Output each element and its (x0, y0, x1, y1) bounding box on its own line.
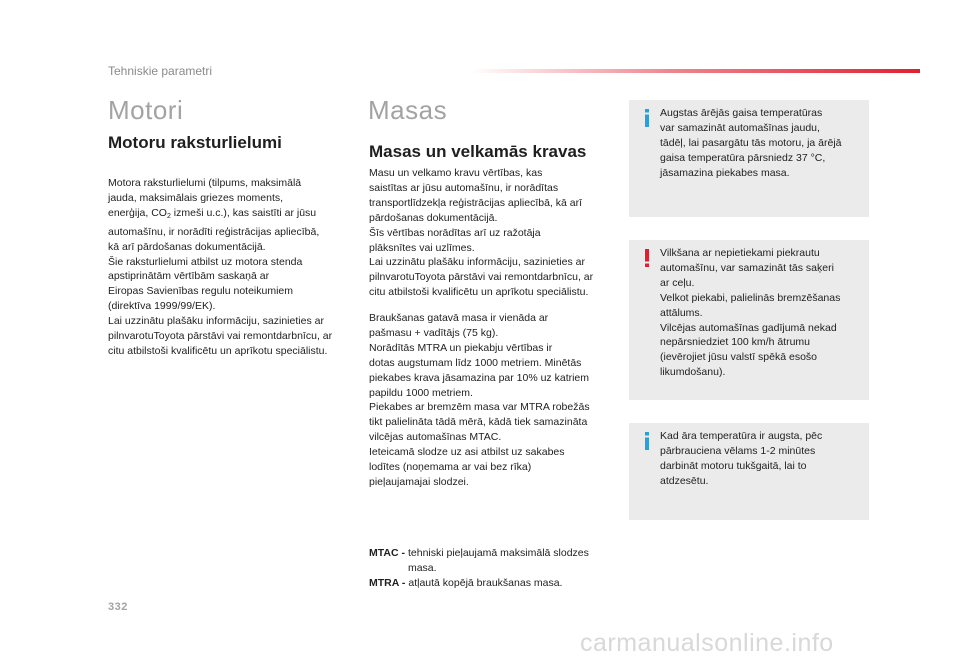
definition-term: MTRA - (369, 577, 406, 589)
section-header: Tehniskie parametri (108, 64, 213, 78)
engine-characteristics-text (108, 176, 358, 359)
header-accent-bar (470, 69, 920, 73)
engine-text-part-1: Motora raksturlielumi (tilpums, maksimālā jauda, maksimālais griezes moments, enerģija, CO (108, 177, 302, 219)
masses-title: Masas (368, 95, 448, 125)
definition-mtra (369, 576, 619, 591)
note-text: Kad āra temperatūra ir augsta, pēc pārbrauciena vēlams 1-2 minūtes darbināt motoru tukšgaitā, lai to atdzesētu. (660, 430, 823, 487)
masses-towed-loads-heading: Masas un velkamās kravas (369, 142, 587, 161)
watermark: carmanualsonline.info (580, 629, 834, 657)
abbreviation-definitions (369, 546, 619, 591)
definition-term: MTAC - (369, 547, 405, 559)
warning-note-towing (629, 240, 869, 400)
engine-characteristics-heading: Motoru raksturlielumi (108, 133, 282, 152)
note-text: Vilkšana ar nepietiekami piekrautu automašīnu, var samazināt tās saķeri ar ceļu. Velkot piekabi, palielinās bremzēšanas attālums. Vilcējas automašīnas gadījumā nekad nepārsniedziet 100 km/h ātrumu (ievērojiet jūsu valstī spēkā esošo likumdošanu). (660, 247, 841, 379)
definition-mtac (369, 546, 619, 576)
definition-description: tehniski pieļaujamā maksimālā slodzes masa. (407, 547, 589, 574)
info-note-cooling (629, 423, 869, 520)
masses-paragraph-1: Masu un velkamo kravu vērtības, kas saistītas ar jūsu automašīnu, ir norādītas transportlīdzekļa reģistrācijas apliecībā, kā arī pārdošanas dokumentācijā. Šīs vērtības norādītas arī uz ražotāja plāksnītes vai uzlīmes. Lai uzzinātu plašāku informāciju, sazinieties ar pilnvarotuToyota pārstāvi vai remontdarbnīcu, ar citu atbilstoši kvalificētu un aprīkotu speciālistu. (369, 167, 594, 299)
page-number: 332 (108, 601, 128, 613)
engine-text-part-2: izmeši u.c.), kas saistīti ar jūsu automašīnu, ir norādīti reģistrācijas apliecībā, kā arī pārdošanas dokumentācijā. Šie raksturlielumi atbilst uz motora stenda apstiprinātām vērtībām saskaņā ar Eiropas Savienības regulu noteikumiem (direktīva 1999/99/EK). Lai uzzinātu plašāku informāciju, sazinieties ar pilnvarotuToyota pārstāvi vai remontdarbnīcu, ar citu atbilstoši kvalificētu un aprīkotu speciālistu. (108, 206, 333, 357)
definition-description: atļautā kopējā braukšanas masa. (408, 577, 563, 589)
masses-paragraph-2: Braukšanas gatavā masa ir vienāda ar pašmasu + vadītājs (75 kg). Norādītās MTRA un piekabju vērtības ir dotas augstumam līdz 1000 metriem. Minētās piekabes krava jāsamazina par 10% uz katriem papildu 1000 metriem. Piekabes ar bremzēm masa var MTRA robežās tikt palielināta tādā mērā, kādā tiek samazināta vilcējas automašīnas MTAC. Ieteicamā slodze uz asi atbilst uz sakabes lodītes (noņemama ar vai bez rīka) pieļaujamajai slodzei. (369, 312, 590, 488)
co2-subscript: 2 (166, 212, 171, 220)
warning-icon (641, 249, 653, 267)
info-icon (641, 109, 653, 127)
info-icon (641, 432, 653, 450)
engines-title: Motori (108, 95, 184, 125)
note-text: Augstas ārējās gaisa temperatūras var samazināt automašīnas jaudu, tādēļ, lai pasargātu tās motoru, ja ārējā gaisa temperatūra pārsniedz 37 °C, jāsamazina piekabes masa. (660, 107, 842, 179)
info-note-temperature (629, 100, 869, 217)
